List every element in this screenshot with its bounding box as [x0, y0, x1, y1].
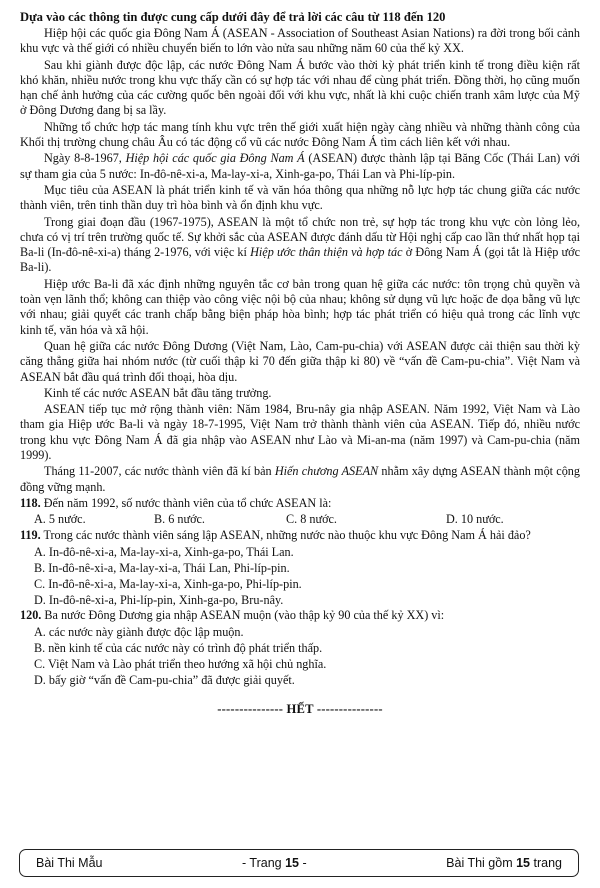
question-119-option-d[interactable]: D. In-đô-nê-xi-a, Phi-líp-pin, Xinh-ga-po, Bru-nây. [34, 593, 284, 608]
question-118-number: 118. [20, 495, 41, 510]
question-120-option-d[interactable]: D. bấy giờ “vấn đề Cam-pu-chia” đã được giải quyết. [34, 673, 295, 688]
question-118 [20, 496, 580, 511]
question-118-option-c[interactable]: C. 8 nước. [286, 512, 337, 527]
paragraph-3: Những tổ chức hợp tác mang tính khu vực trên thế giới xuất hiện ngày càng nhiều và những thành công của Khối thị trường chung châu Âu có tác động cổ vũ các nước Đông Nam Á tìm cách liên kết với nhau. [20, 119, 580, 150]
question-119-option-c[interactable]: C. In-đô-nê-xi-a, Ma-lay-xi-a, Xinh-ga-po, Phi-líp-pin. [34, 576, 302, 591]
paragraph-11 [20, 464, 580, 495]
paragraph-11-start: Tháng 11-2007, các nước thành viên đã kí bản [44, 464, 275, 479]
question-118-options [34, 511, 580, 527]
question-119-number: 119. [20, 528, 41, 543]
paragraph-5: Mục tiêu của ASEAN là phát triển kinh tế và văn hóa thông qua những nỗ lực hợp tác chung giữa các nước thành viên, trên tinh thần duy trì hòa bình và ổn định khu vực. [20, 182, 580, 213]
footer-exam-title: Bài Thi Mẫu [36, 856, 103, 870]
paragraph-11-end: nhằm xây dựng ASEAN thành một cộng đồng vững mạnh. [20, 464, 580, 494]
paragraph-4-emphasis: Hiệp hội các quốc gia Đông Nam Á [125, 151, 305, 166]
question-120-option-a[interactable]: A. các nước này giành được độc lập muộn. [34, 624, 244, 639]
question-119 [20, 528, 580, 543]
footer-page-indicator [242, 856, 307, 870]
paragraph-1: Hiệp hội các quốc gia Đông Nam Á (ASEAN - Association of Southeast Asian Nations) ra đời trong bối cảnh khu vực và thế giới có nhiều chuyển biến to lớn vào nửa sau những năm 60 của thế kỷ XX. [20, 26, 580, 56]
paragraph-4-end: (ASEAN) được thành lập tại Băng Cốc (Thái Lan) với sự tham gia của 5 nước: In-đô-nê-xi-a, Ma-lay-xi-a, Xinh-ga-po, Thái Lan và Phi-líp-pin. [20, 151, 580, 181]
question-120-option-b[interactable]: B. nền kinh tế của các nước này có trình độ phát triển thấp. [34, 640, 323, 655]
question-119-text: Trong các nước thành viên sáng lập ASEAN, những nước nào thuộc khu vực Đông Nam Á hải đảo? [40, 528, 531, 543]
footer-page-number: 15 [285, 856, 299, 870]
footer-total-count: 15 [516, 856, 531, 870]
question-120-number: 120. [20, 608, 42, 623]
paragraph-8: Quan hệ giữa các nước Đông Dương (Việt Nam, Lào, Cam-pu-chia) với ASEAN được cải thiện sau thời kỳ căng thẳng giữa hai nhóm nước (từ cuối thập kỉ 70 đến giữa thập kỉ 80) về “vấn đề Cam-pu-chia”. Việt Nam và ASEAN bắt đầu quá trình đối thoại, hòa dịu. [20, 338, 580, 384]
question-118-option-a[interactable]: A. 5 nước. [34, 512, 86, 527]
page-footer [19, 849, 579, 877]
paragraph-6 [20, 215, 580, 276]
question-119-option-b[interactable]: B. In-đô-nê-xi-a, Ma-lay-xi-a, Thái Lan, Phi-líp-pin. [34, 560, 290, 575]
question-118-text: Đến năm 1992, số nước thành viên của tổ chức ASEAN là: [40, 495, 332, 510]
question-118-option-b[interactable]: B. 6 nước. [154, 512, 205, 527]
footer-total-pages [446, 856, 562, 870]
paragraph-4 [20, 151, 580, 182]
footer-total-suffix: trang [530, 856, 562, 870]
paragraph-4-start: Ngày 8-8-1967, [44, 151, 126, 166]
paragraph-10: ASEAN tiếp tục mở rộng thành viên: Năm 1984, Bru-nây gia nhập ASEAN. Năm 1992, Việt Nam và Lào tham gia Hiệp ước Ba-li và ngày 18-7-1995, Việt Nam trở thành thành viên của ASEAN. Tiếp đó, nhiều nước trong khu vực Đông Nam Á đã gia nhập vào ASEAN như Lào và Mi-an-ma (năm 1997) và Cam-pu-chia (năm 1999). [20, 402, 580, 463]
question-119-option-a[interactable]: A. In-đô-nê-xi-a, Ma-lay-xi-a, Xinh-ga-po, Thái Lan. [34, 544, 294, 559]
paragraph-6-start: Trong giai đoạn đầu (1967-1975), ASEAN là một tổ chức non trẻ, sự hợp tác trong khu vực còn lỏng lẻo, chưa có vị trí trên trường quốc tế. Sự khởi sắc của ASEAN được đánh dấu từ Hội nghị cấp cao lần thứ nhất họp tại Ba-li (In-đô-nê-xi-a) tháng 2-1976, với việc kí [20, 214, 580, 260]
paragraph-9: Kinh tế các nước ASEAN bắt đầu tăng trưởng. [44, 385, 272, 400]
footer-total-prefix: Bài Thi gồm [446, 856, 517, 870]
footer-page-prefix: - Trang [242, 856, 286, 870]
exam-page [20, 10, 580, 717]
end-marker: --------------- HẾT --------------- [217, 702, 383, 717]
question-120 [20, 608, 580, 623]
paragraph-7: Hiệp ước Ba-li đã xác định những nguyên tắc cơ bản trong quan hệ giữa các nước: tôn trọng chủ quyền và toàn vẹn lãnh thổ; không can thiệp vào công việc nội bộ của nhau; không sử dụng vũ lực hoặc đe dọa bằng vũ lực với nhau; giải quyết các tranh chấp bằng biện pháp hòa bình; hợp tác phát triển có hiệu quả trong các lĩnh vực kinh tế, văn hóa và xã hội. [20, 276, 580, 337]
section-heading: Dựa vào các thông tin được cung cấp dưới đây để trả lời các câu từ 118 đến 120 [20, 10, 446, 24]
question-120-option-c[interactable]: C. Việt Nam và Lào phát triển theo hướng xã hội chủ nghĩa. [34, 657, 327, 672]
paragraph-2: Sau khi giành được độc lập, các nước Đông Nam Á bước vào thời kỳ phát triển kinh tế trong điều kiện rất khó khăn, nhiều nước trong khu vực thấy cần có sự hợp tác với nhau để cùng phát triển. Đồng thời, họ cũng muốn hạn chế ảnh hưởng của các cường quốc bên ngoài đối với khu vực, nhất là khi cuộc chiến tranh xâm lược của Mỹ ở Đông Dương đang bị sa lầy. [20, 57, 580, 118]
question-118-option-d[interactable]: D. 10 nước. [446, 512, 504, 527]
paragraph-6-end: ở Đông Nam Á (gọi tắt là Hiệp ước Ba-li). [20, 245, 581, 275]
question-120-text: Ba nước Đông Dương gia nhập ASEAN muộn (vào thập kỷ 90 của thế kỷ XX) vì: [41, 608, 445, 623]
footer-page-suffix: - [298, 856, 307, 870]
paragraph-11-emphasis: Hiến chương ASEAN [274, 464, 379, 479]
paragraph-6-emphasis: Hiệp ước thân thiện và hợp tác [250, 245, 403, 260]
